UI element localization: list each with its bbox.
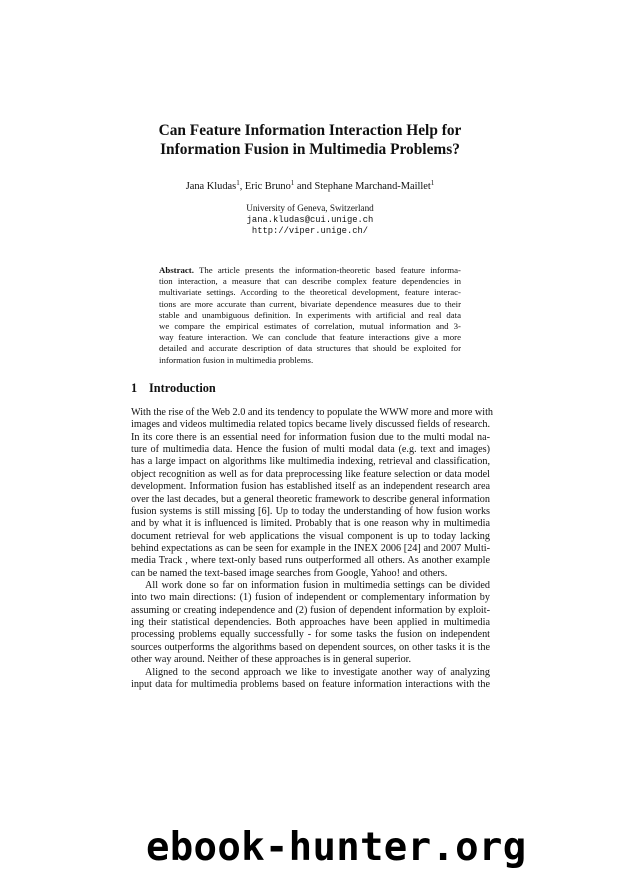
text-line: ing their statistical dependencies. Both approaches have been applied in multimedia xyxy=(131,617,490,629)
text-line: processing problems equally successfully - for some tasks the fusion on independent xyxy=(131,629,490,641)
author-separator: and xyxy=(294,181,315,192)
abstract-line: information fusion in multimedia problems. xyxy=(159,354,314,365)
text-line: other way around. Neither of these approaches is in general superior. xyxy=(131,654,412,666)
text-line: All work done so far on information fusion in multimedia settings can be divided xyxy=(145,580,490,592)
author-list xyxy=(0,180,620,193)
text-line: object recognition as well as for data preprocessing like feature selection or data model xyxy=(131,468,490,480)
paper-title xyxy=(0,121,620,159)
author-name: Stephane Marchand-Maillet xyxy=(314,181,431,192)
section-number: 1 xyxy=(131,381,138,395)
author-email: jana.kludas@cui.unige.ch xyxy=(246,214,374,225)
text-line: development. Information fusion has established itself as an independent research area xyxy=(131,481,490,493)
author-separator: , xyxy=(239,181,245,192)
text-line: can be named the text-based image searches from Google, Yahoo! and others. xyxy=(131,567,448,579)
author-name: Eric Bruno xyxy=(244,181,291,192)
text-line: over the last decades, but a general theoretic framework to describe general information xyxy=(131,493,490,505)
abstract-line: tions are more accurate than current, bivariate dependence measures due to their xyxy=(159,298,461,309)
text-line: With the rise of the Web 2.0 and its tendency to populate the WWW more and more with xyxy=(131,407,494,418)
abstract-line: stable and unambiguous definition. In experiments with artificial and real data xyxy=(159,309,461,320)
text-line: behind expectations as can be seen for example in the INEX 2006 [24] and 2007 Multi- xyxy=(131,542,490,554)
paragraph xyxy=(131,407,494,580)
title-line: Information Fusion in Multimedia Problems? xyxy=(160,141,460,158)
abstract-line: detailed and accurate description of data structures that should be exploited for xyxy=(159,343,461,354)
abstract-line: multivariate settings. According to the theoretical development, feature interac- xyxy=(159,287,461,298)
text-line: fusion systems is still missing [6]. Up to today the understanding of how fusion works xyxy=(131,505,490,517)
abstract xyxy=(159,265,461,366)
text-line: has a large impact on algorithms like multimedia indexing, retrieval and classification, xyxy=(131,456,490,468)
body-text xyxy=(131,407,494,691)
section-heading xyxy=(131,381,216,396)
text-line: Aligned to the second approach we like to investigate another way of analyzing xyxy=(145,666,490,678)
text-line: into two main directions: (1) fusion of independent or complementary information by xyxy=(131,592,490,604)
watermark-text: ebook-hunter.org xyxy=(146,825,527,870)
text-line: input data for multimedia problems based on feature information interactions with the xyxy=(131,678,490,690)
affiliation-block xyxy=(0,203,620,238)
text-line: images and videos multimedia related topics became lively discussed fields of research. xyxy=(131,419,490,431)
author-name: Jana Kludas xyxy=(185,181,237,192)
abstract-line: way feature interaction. We can conclude that feature interactions give a more xyxy=(159,332,461,343)
text-line: media Track , where text-only based runs outperformed all others. As another example xyxy=(131,555,490,567)
paragraph xyxy=(131,580,490,667)
title-line: Can Feature Information Interaction Help for xyxy=(158,122,462,139)
text-line: ture of multimedia data. Hence the fusion of multi modal data (e.g. text and images) xyxy=(131,444,490,456)
text-line: In its core there is an essential need for information fusion due to the multi modal na- xyxy=(131,431,490,443)
text-line: assuming or creating independence and (2) fusion of dependent information by exploit- xyxy=(131,604,490,616)
text-line: document retrieval for web applications the visual component is up to today lacking xyxy=(131,530,490,542)
text-line: and by what it is influenced is limited. Probably that is one reason why in multimedia xyxy=(131,518,490,530)
abstract-line: we compare the empirical estimates of correlation, mutual information and 3- xyxy=(159,320,461,331)
section-title: Introduction xyxy=(149,381,216,395)
text-line: sources outperforms the algorithms based on dependent sources, on other tasks it is the xyxy=(131,641,490,653)
paragraph xyxy=(131,667,490,692)
affiliation-marker: 1 xyxy=(430,179,435,187)
abstract-line: Abstract. The article presents the information-theoretic based feature informa- xyxy=(159,265,461,275)
project-url: http://viper.unige.ch/ xyxy=(251,226,369,236)
affiliation-marker: 1 xyxy=(236,179,240,187)
abstract-label: Abstract. xyxy=(159,265,194,275)
affiliation-marker: 1 xyxy=(290,179,295,187)
abstract-line: tion interaction, a measure that can describe complex feature dependencies in xyxy=(159,276,461,287)
institution: University of Geneva, Switzerland xyxy=(246,203,374,213)
